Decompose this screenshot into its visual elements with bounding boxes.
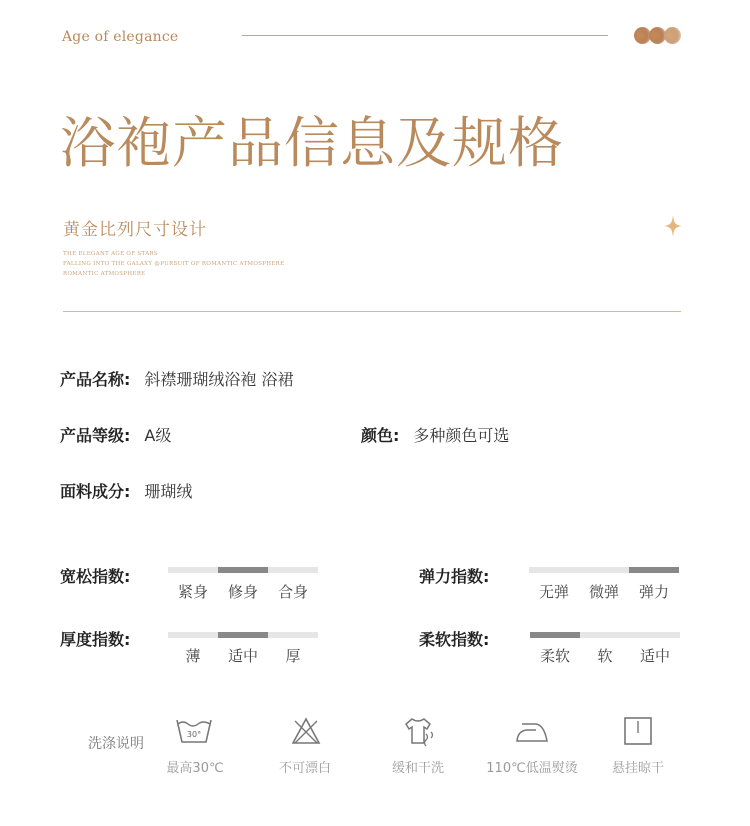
bar-segment-active: [629, 567, 679, 573]
wash-label: 最高30℃: [166, 761, 224, 776]
softness-index-options: [530, 645, 680, 663]
product-name-label: 产品名称:: [60, 370, 131, 389]
elasticity-index-label: 弹力指数:: [419, 567, 490, 586]
wash-label: 不可漂白: [278, 761, 331, 776]
softness-index-bar: [530, 632, 680, 638]
wash-label: 缓和干洗: [391, 761, 444, 776]
product-grade-label: 产品等级:: [60, 426, 131, 445]
option-label: 适中: [639, 647, 670, 665]
wash-30-icon: [175, 716, 213, 746]
elasticity-index-bar: [529, 567, 679, 573]
elasticity-index-options: [529, 581, 679, 599]
product-fabric-label: 面料成分:: [60, 482, 131, 501]
product-name-value: 斜襟珊瑚绒浴袍 浴裙: [144, 370, 294, 389]
hang-dry-icon: [623, 716, 653, 746]
decorative-dots-icon: [634, 27, 684, 45]
option-label: 紧身: [177, 583, 208, 601]
option-label: 厚: [285, 647, 301, 665]
option-label: 微弹: [588, 583, 619, 601]
iron-low-icon: [514, 716, 550, 746]
small-text-line: THE ELEGANT AGE OF STARS: [63, 251, 158, 257]
header-divider: [242, 35, 608, 36]
option-label: 柔软: [539, 647, 570, 665]
option-label: 软: [597, 647, 613, 665]
option-label: 修身: [227, 583, 258, 601]
product-color-label: 颜色:: [361, 426, 400, 445]
bar-segment: [168, 567, 218, 573]
bar-segment-active: [218, 567, 268, 573]
looseness-index-options: [168, 581, 318, 599]
option-label: 薄: [185, 647, 201, 665]
section-divider: [63, 311, 681, 312]
page-title: 浴袍产品信息及规格: [60, 111, 565, 175]
thickness-index-options: [168, 645, 318, 663]
product-color-row: [361, 423, 509, 446]
option-label: 合身: [277, 583, 308, 601]
looseness-index-bar: [168, 567, 318, 573]
product-fabric-value: 珊瑚绒: [144, 482, 193, 501]
bar-segment: [529, 567, 579, 573]
wash-label: 110℃低温熨烫: [486, 761, 578, 776]
product-color-value: 多种颜色可选: [413, 426, 510, 445]
softness-index-label: 柔软指数:: [419, 630, 490, 649]
option-label: 无弹: [538, 583, 569, 601]
subtitle: 黄金比列尺寸设计: [63, 220, 207, 240]
wash-label: 悬挂晾干: [611, 761, 664, 776]
wash-temp-text: 30°: [186, 730, 202, 739]
bar-segment: [580, 632, 630, 638]
looseness-index-label: 宽松指数:: [60, 567, 131, 586]
small-text-line: FALLING INTO THE GALAXY @PURSUIT OF ROMANTIC ATMOSPHERE: [63, 261, 285, 267]
sparkle-icon: [664, 215, 682, 237]
bar-segment: [168, 632, 218, 638]
no-bleach-icon: [291, 716, 321, 746]
tagline: Age of elegance: [62, 29, 179, 45]
washing-title: 洗涤说明: [88, 736, 144, 752]
product-name-row: [60, 367, 294, 390]
bar-segment: [579, 567, 629, 573]
product-fabric-row: [60, 479, 192, 502]
product-grade-row: [60, 423, 171, 446]
thickness-index-bar: [168, 632, 318, 638]
gentle-dry-clean-icon: [402, 716, 436, 748]
thickness-index-label: 厚度指数:: [60, 630, 131, 649]
bar-segment-active: [530, 632, 580, 638]
bar-segment-active: [218, 632, 268, 638]
bar-segment: [268, 632, 318, 638]
bar-segment: [630, 632, 680, 638]
option-label: 适中: [227, 647, 258, 665]
product-grade-value: A级: [144, 426, 172, 445]
option-label: 弹力: [638, 583, 669, 601]
small-text-line: ROMANTIC ATMOSPHERE: [63, 271, 146, 277]
bar-segment: [268, 567, 318, 573]
